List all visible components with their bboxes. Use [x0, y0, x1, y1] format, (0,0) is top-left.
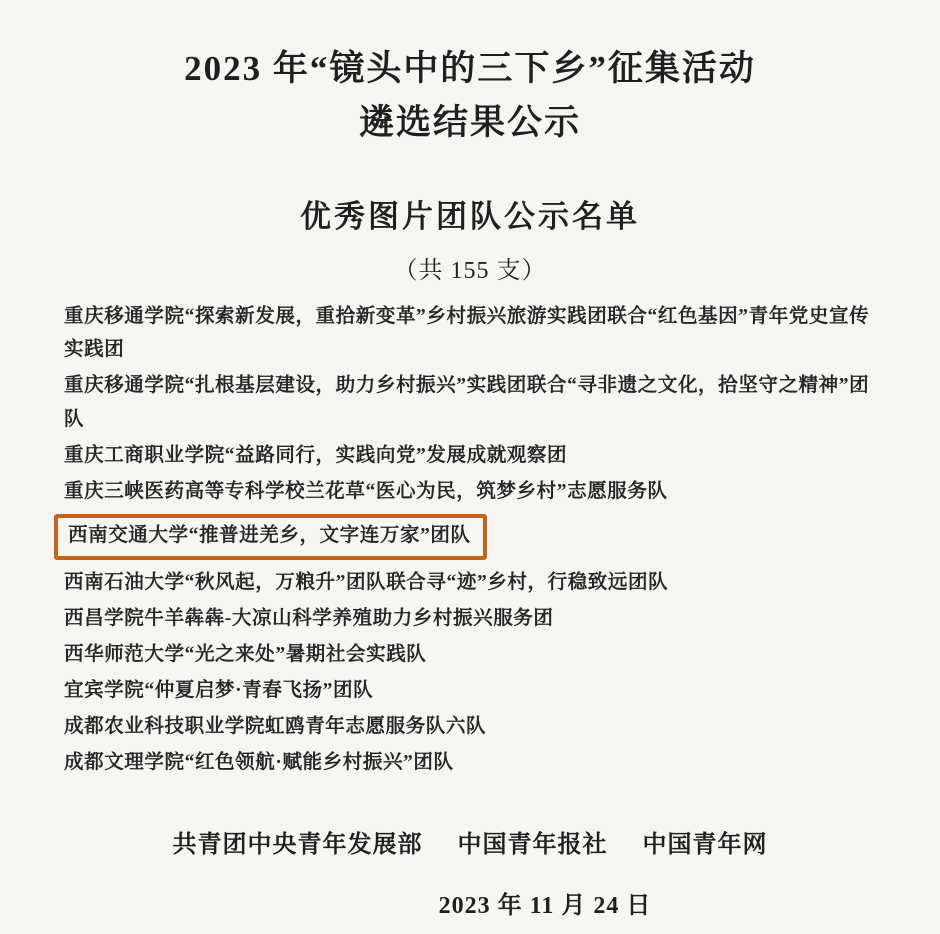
list-item: 宜宾学院“仲夏启梦·青春飞扬”团队: [64, 679, 374, 701]
list-item: 重庆移通学院“扎根基层建设，助力乡村振兴”实践团联合“寻非遗之文化，拾坚守之精神”团队: [64, 375, 870, 431]
list-item: 成都文理学院“红色领航·赋能乡村振兴”团队: [64, 751, 454, 773]
list-item: 重庆移通学院“探索新发展，重拾新变革”乡村振兴旅游实践团联合“红色基因”青年党史宣传实践团: [64, 305, 870, 361]
document-title: [48, 42, 892, 151]
footer-date: 2023 年 11 月 24 日: [438, 893, 652, 920]
team-list: [48, 299, 892, 781]
title-line-1: 2023 年“镜头中的三下乡”征集活动: [184, 49, 756, 88]
footer-org-1: 共青团中央青年发展部: [172, 832, 423, 859]
list-item-highlighted: 西南交通大学“推普进羌乡，文字连万家”团队: [54, 514, 487, 560]
list-item: 西华师范大学“光之来处”暑期社会实践队: [64, 643, 427, 665]
list-item: 西昌学院牛羊犇犇-大凉山科学养殖助力乡村振兴服务团: [64, 607, 554, 629]
entry-count-label: （共 155 支）: [393, 257, 547, 284]
list-item: 西南石油大学“秋风起，万粮升”团队联合寻“迹”乡村，行稳致远团队: [64, 571, 669, 593]
highlighted-entry-wrapper: [64, 510, 878, 565]
list-item: 重庆三峡医药高等专科学校兰花草“医心为民，筑梦乡村”志愿服务队: [64, 481, 668, 503]
list-item: 成都农业科技职业学院虹鸥青年志愿服务队六队: [64, 715, 487, 737]
document-subtitle-block: [48, 191, 892, 236]
footer-organizations: [48, 824, 892, 859]
footer-org-2: 中国青年报社: [457, 832, 608, 859]
document-subtitle: 优秀图片团队公示名单: [300, 198, 640, 234]
list-item: 重庆工商职业学院“益路同行，实践向党”发展成就观察团: [64, 445, 568, 467]
footer-org-3: 中国青年网: [642, 832, 768, 859]
document-footer: [48, 824, 892, 920]
title-line-2: 遴选结果公示: [358, 103, 581, 143]
